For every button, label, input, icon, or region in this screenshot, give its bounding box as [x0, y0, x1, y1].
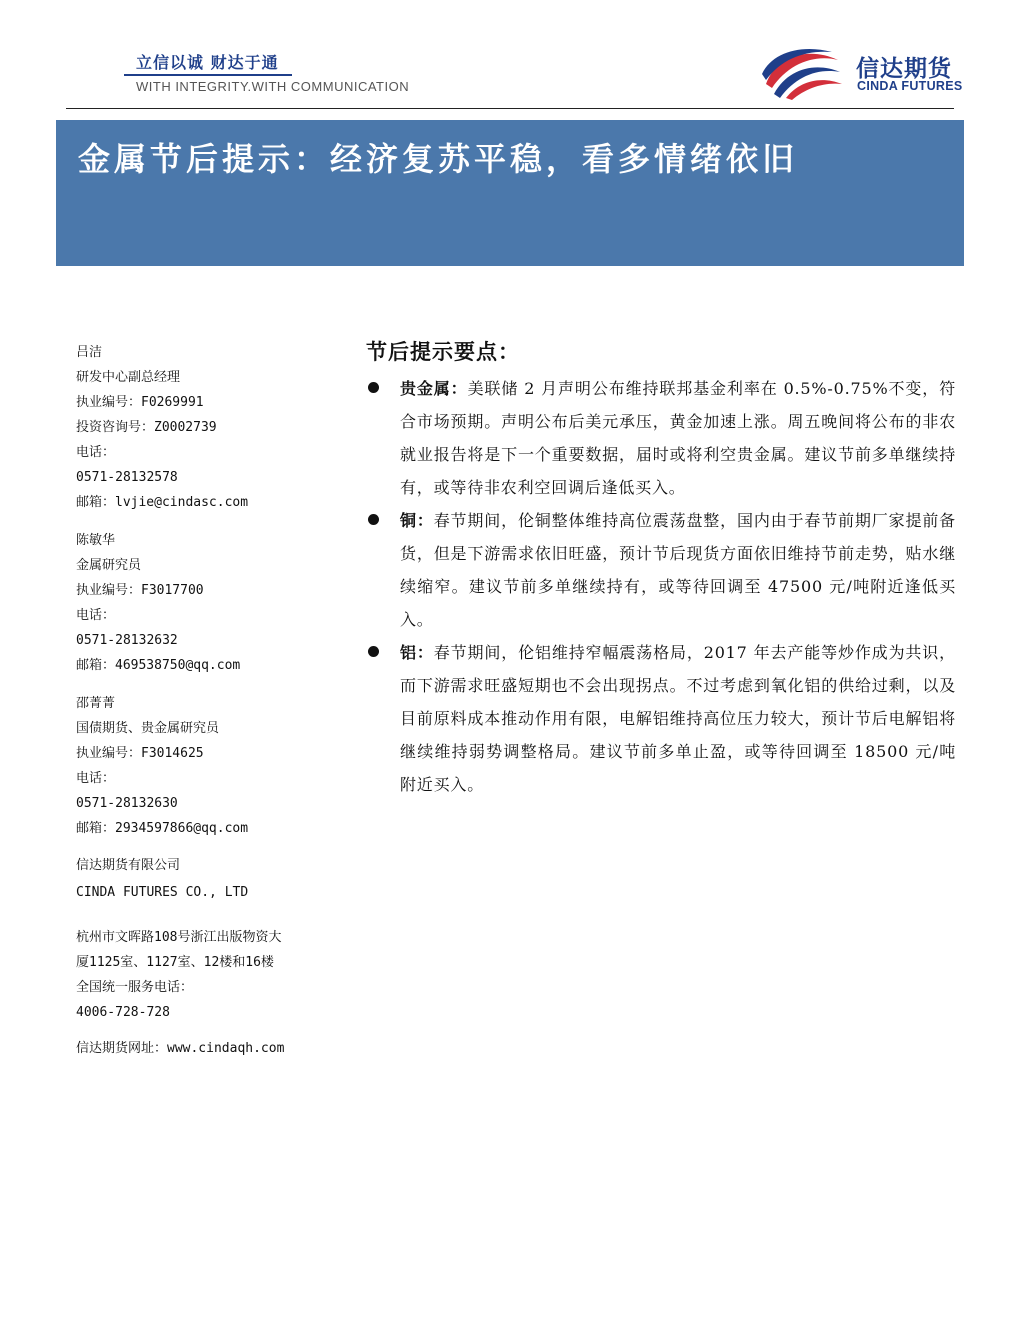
analyst-license: 执业编号：F0269991 [76, 395, 204, 410]
analyst-phone-label: 电话： [76, 608, 116, 623]
analyst-title: 研发中心副总经理 [76, 370, 181, 385]
company-address-line2: 厦1125室、1127室、12楼和16楼 [76, 955, 274, 970]
point-label: 贵金属： [400, 379, 468, 398]
analyst-email: 邮箱：lvjie@cindasc.com [76, 495, 249, 510]
company-address-line1: 杭州市文晖路108号浙江出版物资大 [76, 930, 282, 945]
analyst-license: 执业编号：F3017700 [76, 583, 204, 598]
logo-chinese: 信达期货 [856, 56, 952, 82]
analyst-phone: 0571-28132578 [76, 470, 178, 485]
list-item-aluminum [366, 636, 956, 801]
point-text: 春节期间，伦铜整体维持高位震荡盘整，国内由于春节前期厂家提前备货，但是下游需求依旧旺盛，预计节后现货方面依旧维持节前走势，贴水继续缩窄。建议节前多单继续持有，或等待回调至 47500 元/吨附近逢低买入。 [400, 511, 956, 629]
contact-sidebar [76, 340, 346, 1061]
analyst-name: 吕洁 [76, 345, 103, 360]
point-text: 春节期间，伦铝维持窄幅震荡格局，2017 年去产能等炒作成为共识，而下游需求旺盛短期也不会出现拐点。不过考虑到氧化铝的供给过剩，以及目前原料成本推动作用有限，电解铝维持高位压力较大，预计节后电解铝将继续维持弱势调整格局。建议节前多单止盈，或等待回调至 18500 元/吨附近买入。 [400, 643, 956, 794]
company-name-chinese: 信达期货有限公司 [76, 858, 181, 873]
point-label: 铜： [400, 511, 434, 530]
page-header [0, 0, 1020, 112]
title-banner [56, 120, 964, 266]
header-divider [66, 108, 954, 109]
hotline-label: 全国统一服务电话： [76, 980, 194, 995]
slogan-english: WITH INTEGRITY.WITH COMMUNICATION [136, 79, 410, 94]
company-website: 信达期货网址：www.cindaqh.com [76, 1041, 285, 1056]
analyst-name: 邵菁菁 [76, 696, 116, 711]
analyst-phone: 0571-28132632 [76, 633, 178, 648]
analyst-email: 邮箱：2934597866@qq.com [76, 821, 249, 836]
analyst-name: 陈敏华 [76, 533, 116, 548]
main-content [366, 336, 956, 801]
list-item-precious-metals [366, 372, 956, 504]
bullet-icon [368, 382, 379, 393]
slogan-underline [124, 74, 292, 76]
point-label: 铝： [400, 643, 434, 662]
analyst-consult-number: 投资咨询号：Z0002739 [76, 420, 217, 435]
logo-english: CINDA FUTURES [857, 79, 963, 93]
analyst-phone-label: 电话： [76, 445, 116, 460]
hotline-number: 4006-728-728 [76, 1005, 170, 1020]
report-title: 金属节后提示：经济复苏平稳，看多情绪依旧 [78, 140, 799, 178]
company-name-english: CINDA FUTURES CO., LTD [76, 885, 249, 900]
cinda-logo-icon [758, 44, 842, 100]
analyst-email: 邮箱：469538750@qq.com [76, 658, 241, 673]
bullet-icon [368, 514, 379, 525]
bullet-icon [368, 646, 379, 657]
point-text: 美联储 2 月声明公布维持联邦基金利率在 0.5%-0.75%不变，符合市场预期。声明公布后美元承压，黄金加速上涨。周五晚间将公布的非农就业报告将是下一个重要数据，届时或将利空贵金属。建议节前多单继续持有，或等待非农利空回调后逢低买入。 [400, 379, 956, 497]
slogan-chinese: 立信以诚 财达于通 [136, 53, 279, 72]
analyst-title: 国债期货、贵金属研究员 [76, 721, 220, 736]
list-item-copper [366, 504, 956, 636]
analyst-phone-label: 电话： [76, 771, 116, 786]
section-heading: 节后提示要点： [366, 339, 520, 364]
analyst-license: 执业编号：F3014625 [76, 746, 204, 761]
analyst-phone: 0571-28132630 [76, 796, 178, 811]
analyst-title: 金属研究员 [76, 558, 142, 573]
